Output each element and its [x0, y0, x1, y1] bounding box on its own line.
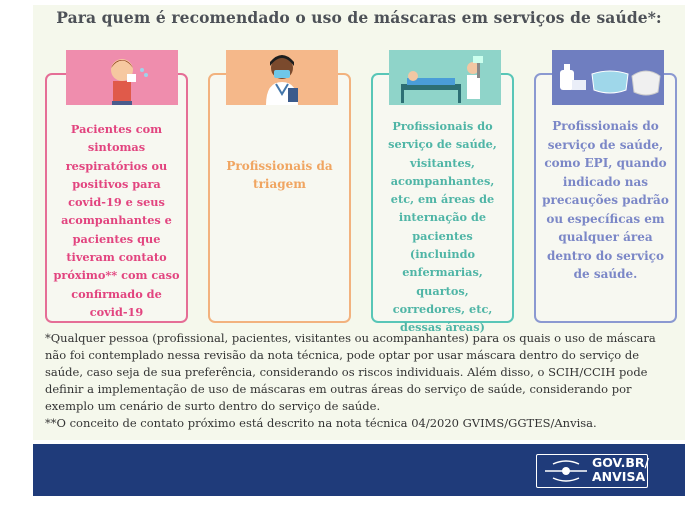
footnote-block: [45, 330, 675, 432]
card-triage: [208, 73, 351, 323]
card-inpatient-areas: [371, 73, 514, 335]
logo-text: [592, 456, 649, 484]
anvisa-emblem-icon: [541, 456, 591, 486]
card-ppe-text: Profissionais do serviço de saúde, como EPI, quando indicado nas precauções padrão ou específicas em qualquer área dentro do serviço de saúde.: [542, 119, 669, 281]
card-patients-text: Pacientes com sintomas respiratórios ou positivos para covid-19 e seus acompanhantes e pacientes que tiveram contato próximo** com caso confirmado de covid-19: [53, 122, 180, 319]
logo-line-anvisa: ANVISA: [592, 469, 646, 484]
card-triage-text: Profissionais da triagem: [226, 159, 333, 192]
sick-person-icon: [66, 50, 178, 105]
footnote-close-contact: **O conceito de contato próximo está descrito na nota técnica 04/2020 GVIMS/GGTES/Anvisa.: [45, 416, 597, 430]
ppe-masks-icon: [552, 50, 664, 105]
page-title: Para quem é recomendado o uso de máscaras em serviços de saúde*:: [56, 8, 662, 27]
card-inpatient-text: Profissionais do serviço de saúde, visitantes, acompanhantes, etc, em áreas de internação de pacientes (incluindo enfermarias, quartos, corredores, etc, dessas áreas): [388, 119, 497, 335]
logo-line-govbr: GOV.BR/: [592, 455, 650, 470]
card-patients: [45, 73, 188, 323]
health-worker-icon: [226, 50, 338, 105]
footnote-main: *Qualquer pessoa (profissional, pacientes, visitantes ou acompanhantes) para os quais o uso de máscara não foi contemplado nessa revisão da nota técnica, pode optar por usar máscara dentro do serviço de saúde, caso seja de sua preferência, considerando os riscos individuais. Além disso, o SCIH/CCIH pode definir a implementação de uso de máscaras em outras áreas do serviço de saúde, considerando por exemplo um cenário de surto dentro do serviço de saúde.: [45, 331, 656, 413]
hospital-bed-icon: [389, 50, 501, 105]
card-ppe: [534, 73, 677, 323]
